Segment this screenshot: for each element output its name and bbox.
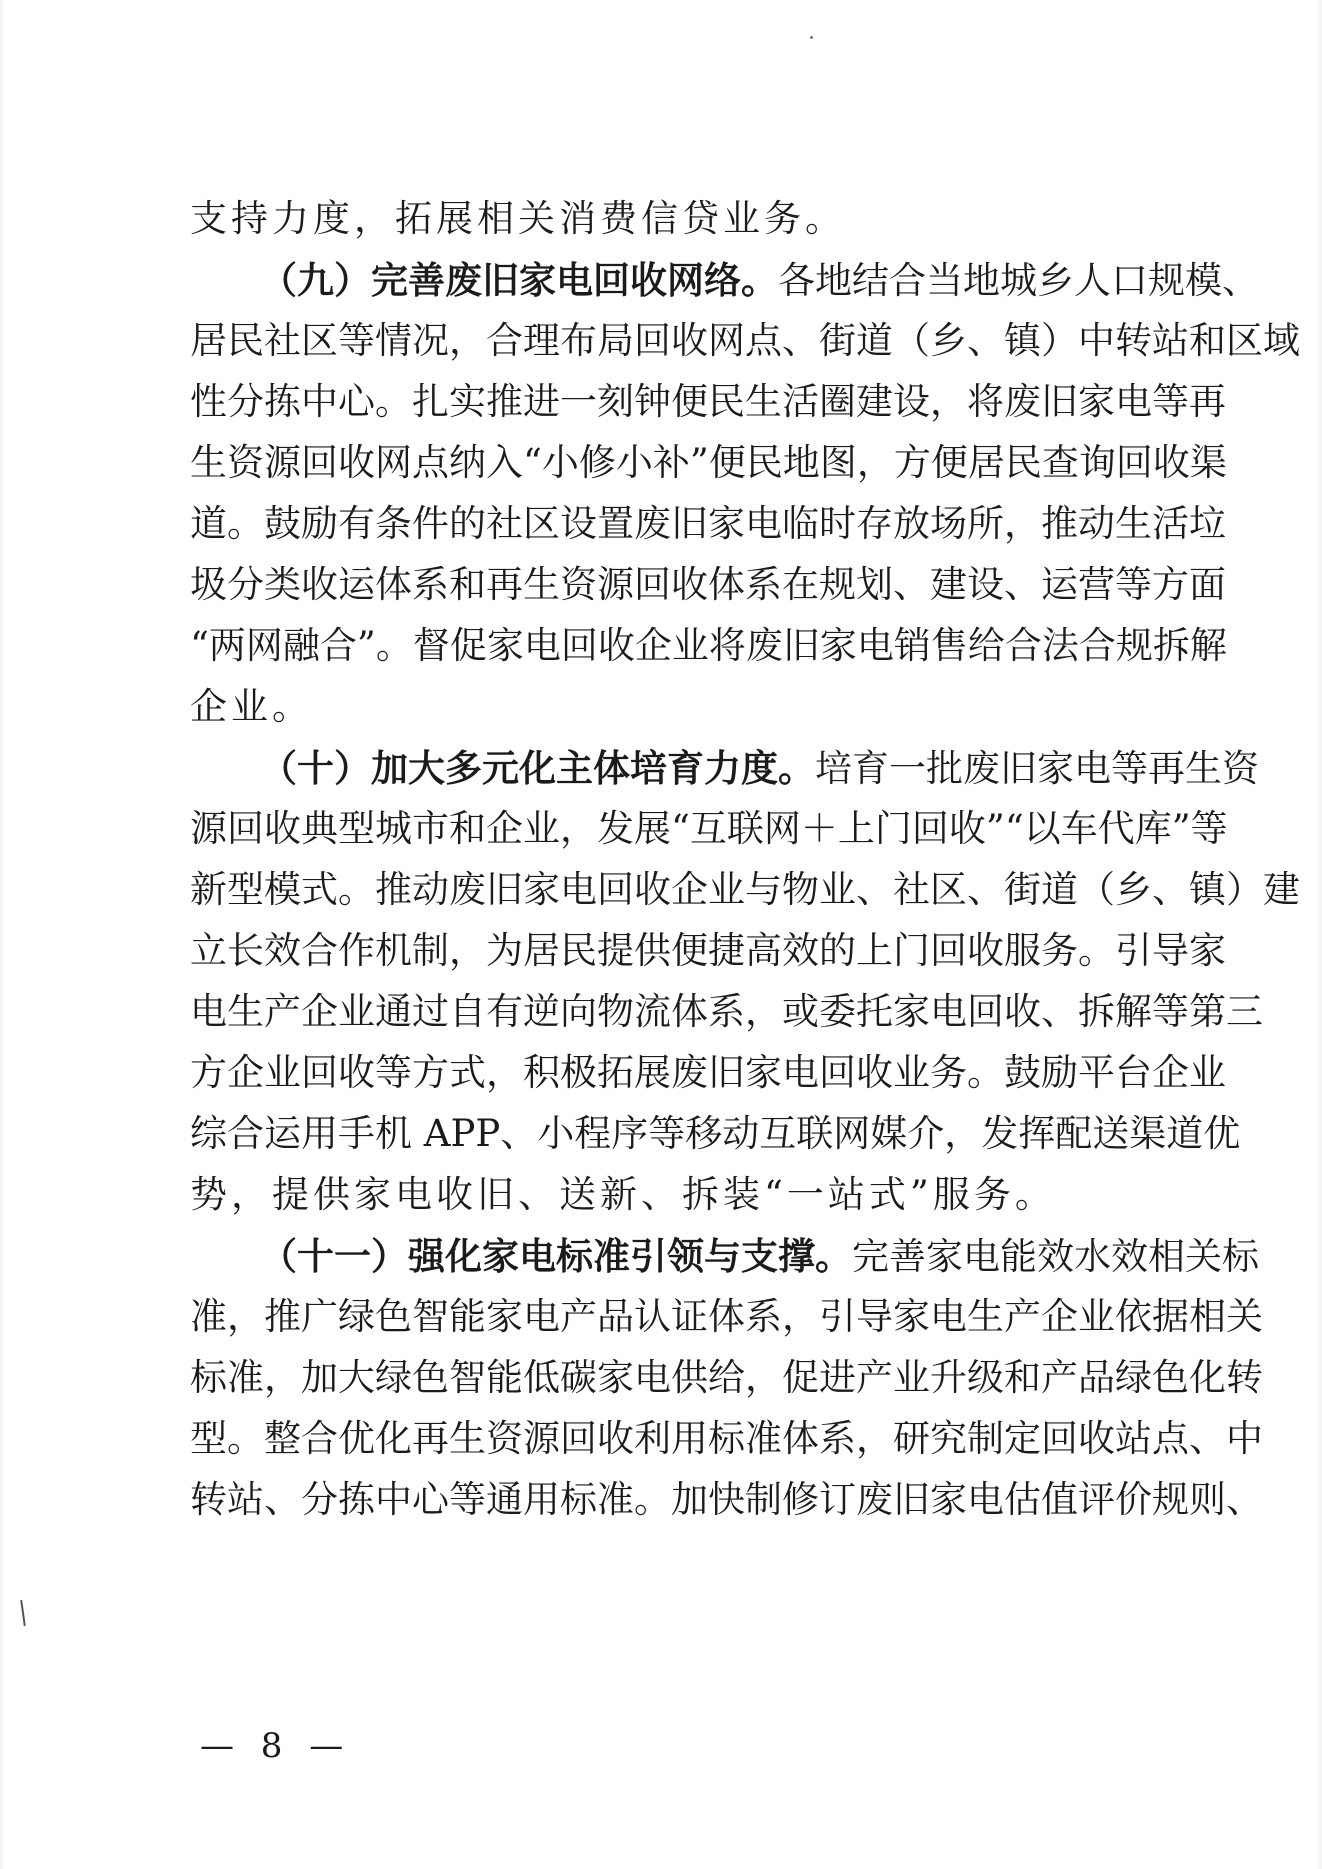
text-line: 居民社区等情况，合理布局回收网点、街道（乡、镇）中转站和区域 (190, 319, 1300, 362)
text-line: 性分拣中心。扎实推进一刻钟便民生活圈建设，将废旧家电等再 (190, 380, 1226, 423)
text-line: 圾分类收运体系和再生资源回收体系在规划、建设、运营等方面 (190, 563, 1226, 606)
text-line: 准，推广绿色智能家电产品认证体系，引导家电生产企业依据相关 (190, 1295, 1263, 1338)
scan-speck (810, 36, 813, 39)
section-11-heading-line: （十一）强化家电标准引领与支撑。完善家电能效水效相关标 (260, 1234, 1259, 1278)
text-line: 源回收典型城市和企业，发展“互联网＋上门回收”“以车代库”等 (190, 807, 1228, 850)
text-line: 标准，加大绿色智能低碳家电供给，促进产业升级和产品绿色化转 (190, 1356, 1263, 1399)
text-line: 生资源回收网点纳入“小修小补”便民地图，方便居民查询回收渠 (190, 441, 1227, 484)
section-11-heading: （十一）强化家电标准引领与支撑。 (260, 1234, 852, 1278)
section-9-heading: （九）完善废旧家电回收网络。 (260, 258, 778, 302)
text-line: 转站、分拣中心等通用标准。加快制修订废旧家电估值评价规则、 (190, 1478, 1263, 1521)
section-10-heading: （十）加大多元化主体培育力度。 (260, 746, 815, 790)
section-9-heading-line: （九）完善废旧家电回收网络。各地结合当地城乡人口规模、 (260, 258, 1259, 302)
text-line: 立长效合作机制，为居民提供便捷高效的上门回收服务。引导家 (190, 929, 1226, 972)
text-line: 企业。 (190, 685, 313, 728)
text-line: 道。鼓励有条件的社区设置废旧家电临时存放场所，推动生活垃 (190, 502, 1226, 545)
text-line: 综合运用手机 APP、小程序等移动互联网媒介，发挥配送渠道优 (190, 1112, 1241, 1155)
text-line: 电生产企业通过自有逆向物流体系，或委托家电回收、拆解等第三 (190, 990, 1263, 1033)
text-line: 支持力度，拓展相关消费信贷业务。 (190, 197, 846, 240)
text-line: 型。整合优化再生资源回收利用标准体系，研究制定回收站点、中 (190, 1417, 1263, 1460)
text-line: 势，提供家电收旧、送新、拆装“一站式”服务。 (190, 1173, 1056, 1216)
text-line: 方企业回收等方式，积极拓展废旧家电回收业务。鼓励平台企业 (190, 1051, 1226, 1094)
text-line: 新型模式。推动废旧家电回收企业与物业、社区、街道（乡、镇）建 (190, 868, 1300, 911)
section-10-heading-line: （十）加大多元化主体培育力度。培育一批废旧家电等再生资 (260, 746, 1259, 790)
page-number: — 8 — (200, 1726, 352, 1766)
text-line: “两网融合”。督促家电回收企业将废旧家电销售给合法合规拆解 (190, 624, 1227, 667)
